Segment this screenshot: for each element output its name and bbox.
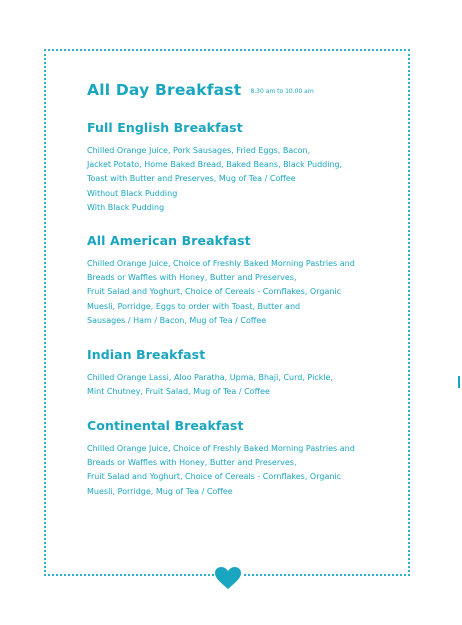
section-line: Jacket Potato, Home Baked Bread, Baked Beans, Black Pudding, xyxy=(87,160,343,170)
section-heading: All American Breakfast xyxy=(87,233,251,248)
menu-header xyxy=(87,80,314,99)
section-line: Mint Chutney, Fruit Salad, Mug of Tea / Coffee xyxy=(87,387,270,397)
section-line: Fruit Salad and Yoghurt, Choice of Cereals - Cornflakes, Organic xyxy=(87,287,342,297)
section-line: Breads or Waffles with Honey, Butter and Preserves, xyxy=(87,273,297,283)
page-edge-mark xyxy=(458,376,460,388)
section-heading: Continental Breakfast xyxy=(87,418,244,433)
section-heading: Full English Breakfast xyxy=(87,120,243,135)
section-full-english xyxy=(87,120,342,215)
heart-icon xyxy=(214,566,242,590)
section-heading: Indian Breakfast xyxy=(87,347,206,362)
section-line: Toast with Butter and Preserves, Mug of Tea / Coffee xyxy=(87,174,296,184)
menu-title: All Day Breakfast xyxy=(87,81,242,99)
section-line: Chilled Orange Juice, Choice of Freshly Baked Morning Pastries and xyxy=(87,259,355,268)
section-line: Muesli, Porridge, Mug of Tea / Coffee xyxy=(87,486,233,496)
section-indian xyxy=(87,347,333,399)
section-line: Fruit Salad and Yoghurt, Choice of Cereals - Cornflakes, Organic xyxy=(87,472,342,482)
section-line: Sausages / Ham / Bacon, Mug of Tea / Coffee xyxy=(87,315,267,325)
section-line: Chilled Orange Juice, Choice of Freshly Baked Morning Pastries and xyxy=(87,444,355,453)
section-line: Chilled Orange Juice, Pork Sausages, Fried Eggs, Bacon, xyxy=(87,146,311,155)
section-line: Breads or Waffles with Honey, Butter and Preserves, xyxy=(87,458,297,468)
section-continental xyxy=(87,418,355,499)
section-line: Chilled Orange Lassi, Aloo Paratha, Upma, Bhaji, Curd, Pickle, xyxy=(87,373,334,382)
section-line: Without Black Pudding xyxy=(87,188,178,198)
menu-time: 8.30 am to 10.00 am xyxy=(250,88,314,95)
section-line: Muesli, Porridge, Eggs to order with Toast, Butter and xyxy=(87,301,301,311)
section-line: With Black Pudding xyxy=(87,202,165,212)
section-all-american xyxy=(87,233,355,328)
